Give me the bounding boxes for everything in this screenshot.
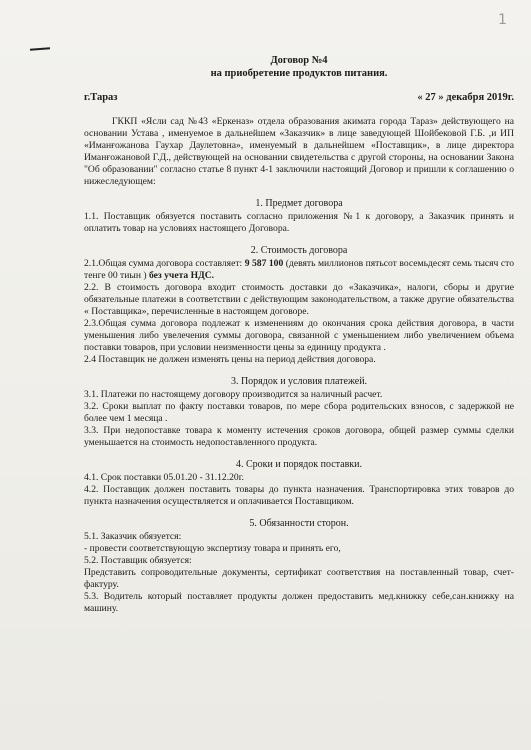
contract-date: « 27 » декабря 2019г. xyxy=(417,92,514,103)
handwritten-page-number: 1 xyxy=(498,12,507,28)
clause-5-2-text: Представить сопроводительные документы, сертификат соответствия на поставленный товар, счет-фактуру. xyxy=(84,567,514,590)
section-title-3: 3. Порядок и условия платежей. xyxy=(230,376,368,387)
section-title-1: 1. Предмет договора xyxy=(255,198,343,209)
clause-5-1-item: - провести соответствующую экспертизу товара и принять его, xyxy=(84,543,341,554)
clause-4-1: 4.1. Срок поставки 05.01.20 - 31.12.20г. xyxy=(84,472,244,483)
clause-5-2: 5.2. Поставщик обязуется: xyxy=(84,555,192,566)
clause-2-1 xyxy=(84,258,514,282)
section-title-2: 2. Стоимость договора xyxy=(250,245,348,256)
clause-2-3: 2.3.Общая сумма договора подлежат к изменениям до окончания срока действия договора, в части уменьшения либо увелечения суммы договора, связанной с уменьшением либо увеличением объема поставки товаров, при условии неизменности цены за единицу продукта . xyxy=(84,318,514,353)
contract-sum-words: (девять миллионов пятьсот восемьдесят семь тысяч сто тенге 00 тиын ) xyxy=(84,258,514,281)
contract-body xyxy=(84,54,514,615)
clause-2-4: 2.4 Поставщик не должен изменять цены на период действия договора. xyxy=(84,354,376,365)
margin-pen-mark xyxy=(30,47,50,50)
clause-3-3: 3.3. При недопоставке товара к моменту истечения сроков договора, общей размер суммы сделки уменьшается на стоимость недопоставленного продукта. xyxy=(84,425,514,448)
clause-2-1-prefix: 2.1.Общая сумма договора составляет: xyxy=(84,258,245,269)
clause-3-2: 3.2. Сроки выплат по факту поставки товаров, по мере сбора родительских взносов, с задержкой не более чем 1 месяца . xyxy=(84,401,514,424)
city-date-line xyxy=(84,92,514,104)
vat-note: без учета НДС. xyxy=(148,270,215,281)
clause-3-1: 3.1. Платежи по настоящему договору производится за наличный расчет. xyxy=(84,389,383,400)
contract-sum: 9 587 100 xyxy=(244,258,284,269)
section-title-4: 4. Сроки и порядок поставки. xyxy=(235,459,363,470)
document-subtitle: на приобретение продуктов питания. xyxy=(210,68,388,79)
section-title-5: 5. Обязанности сторон. xyxy=(249,518,349,529)
clause-5-1: 5.1. Заказчик обязуется: xyxy=(84,531,182,542)
document-title: Договор №4 xyxy=(270,55,328,66)
clause-4-2: 4.2. Поставщик должен поставить товары до пункта назначения. Транспортировка этих товаров до пункта назначения осуществляется и оплачивается Поставщиком. xyxy=(84,484,514,507)
preamble: ГККП «Ясли сад №43 «Еркеназ» отдела образования акимата города Тараз» действующего на основании Устава , именуемое в дальнейшем «Заказчик» в лице заведующей Шойбековой Г.Б. ,и ИП «Иманғожанова Гаухар Даулетовна», именуемый в дальнейшем «Поставщик», в лице директора Иманғожановой Г.Д., действующей на основании свидетельства с другой стороны, на основании Закона "Об образовании" согласно статье 8 пункт 4-1 заключили настоящий Договор и пришли к соглашению о нижеследующем: xyxy=(84,116,514,187)
clause-2-2: 2.2. В стоимость договора входит стоимость доставки до «Заказчика», налоги, сборы и другие обязательные платежи в соответствии с действующим законодательством, а также другие обязательства « Поставщика», перечисленные в настоящем договоре. xyxy=(84,282,514,317)
city: г.Тараз xyxy=(84,92,118,103)
clause-5-3: 5.3. Водитель который поставляет продукты должен предоставить мед.книжку себе,сан.книжку на машину. xyxy=(84,591,514,614)
clause-1-1: 1.1. Поставщик обязуется поставить согласно приложения №1 к договору, а Заказчик принять и оплатить товар на условиях настоящего Договора. xyxy=(84,211,514,234)
